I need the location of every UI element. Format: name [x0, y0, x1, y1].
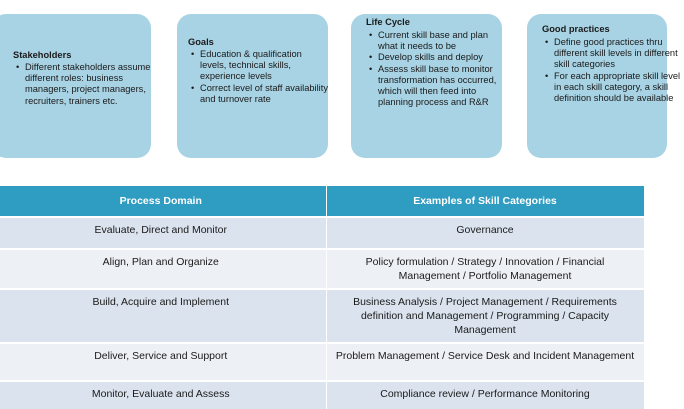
list-item: • Current skill base and plan what it needs to be — [378, 30, 502, 52]
skill-categories-cell: Compliance review / Performance Monitoring — [326, 381, 644, 409]
list-item: • Different stakeholders assume different roles: business managers, project managers, recruiters, trainers etc. — [25, 62, 153, 107]
goals-box — [177, 14, 328, 158]
box-title: Stakeholders — [13, 50, 72, 60]
box-title: Goals — [188, 37, 214, 47]
box-title: Life Cycle — [366, 17, 410, 27]
good-practices-box — [527, 14, 681, 158]
box-list — [542, 37, 684, 104]
skill-categories-cell: Policy formulation / Strategy / Innovation / Financial Management / Portfolio Management — [326, 249, 644, 289]
process-domain-cell: Evaluate, Direct and Monitor — [0, 217, 326, 249]
table-row — [0, 249, 644, 289]
table-header-row — [0, 186, 644, 217]
list-item: • Correct level of staff availability and turnover rate — [200, 83, 328, 105]
life-cycle-box — [351, 14, 502, 158]
process-domain-cell: Align, Plan and Organize — [0, 249, 326, 289]
box-list — [366, 30, 502, 108]
skill-categories-cell: Problem Management / Service Desk and Incident Management — [326, 343, 644, 381]
column-header-process-domain: Process Domain — [0, 186, 326, 217]
table-row — [0, 217, 644, 249]
process-domain-cell: Build, Acquire and Implement — [0, 289, 326, 343]
list-item: • Define good practices thru different skill levels in different skill categories — [554, 37, 684, 71]
box-list — [188, 49, 328, 105]
box-title: Good practices — [542, 24, 610, 34]
list-item: • For each appropriate skill level in each skill category, a skill definition should be available — [554, 71, 684, 105]
table-row — [0, 343, 644, 381]
process-skill-table — [0, 186, 645, 409]
skill-categories-cell: Business Analysis / Project Management / Requirements definition and Management / Programming / Capacity Management — [326, 289, 644, 343]
table-row — [0, 381, 644, 409]
process-domain-cell: Deliver, Service and Support — [0, 343, 326, 381]
column-header-skill-categories: Examples of Skill Categories — [326, 186, 644, 217]
table-row — [0, 289, 644, 343]
list-item: • Assess skill base to monitor transformation has occurred, which will then feed into planning process and R&R — [378, 64, 502, 109]
process-domain-cell: Monitor, Evaluate and Assess — [0, 381, 326, 409]
skill-categories-cell: Governance — [326, 217, 644, 249]
stakeholders-box — [0, 14, 151, 158]
list-item: • Education & qualification levels, technical skills, experience levels — [200, 49, 328, 83]
list-item: • Develop skills and deploy — [378, 52, 502, 63]
box-list — [13, 62, 153, 107]
